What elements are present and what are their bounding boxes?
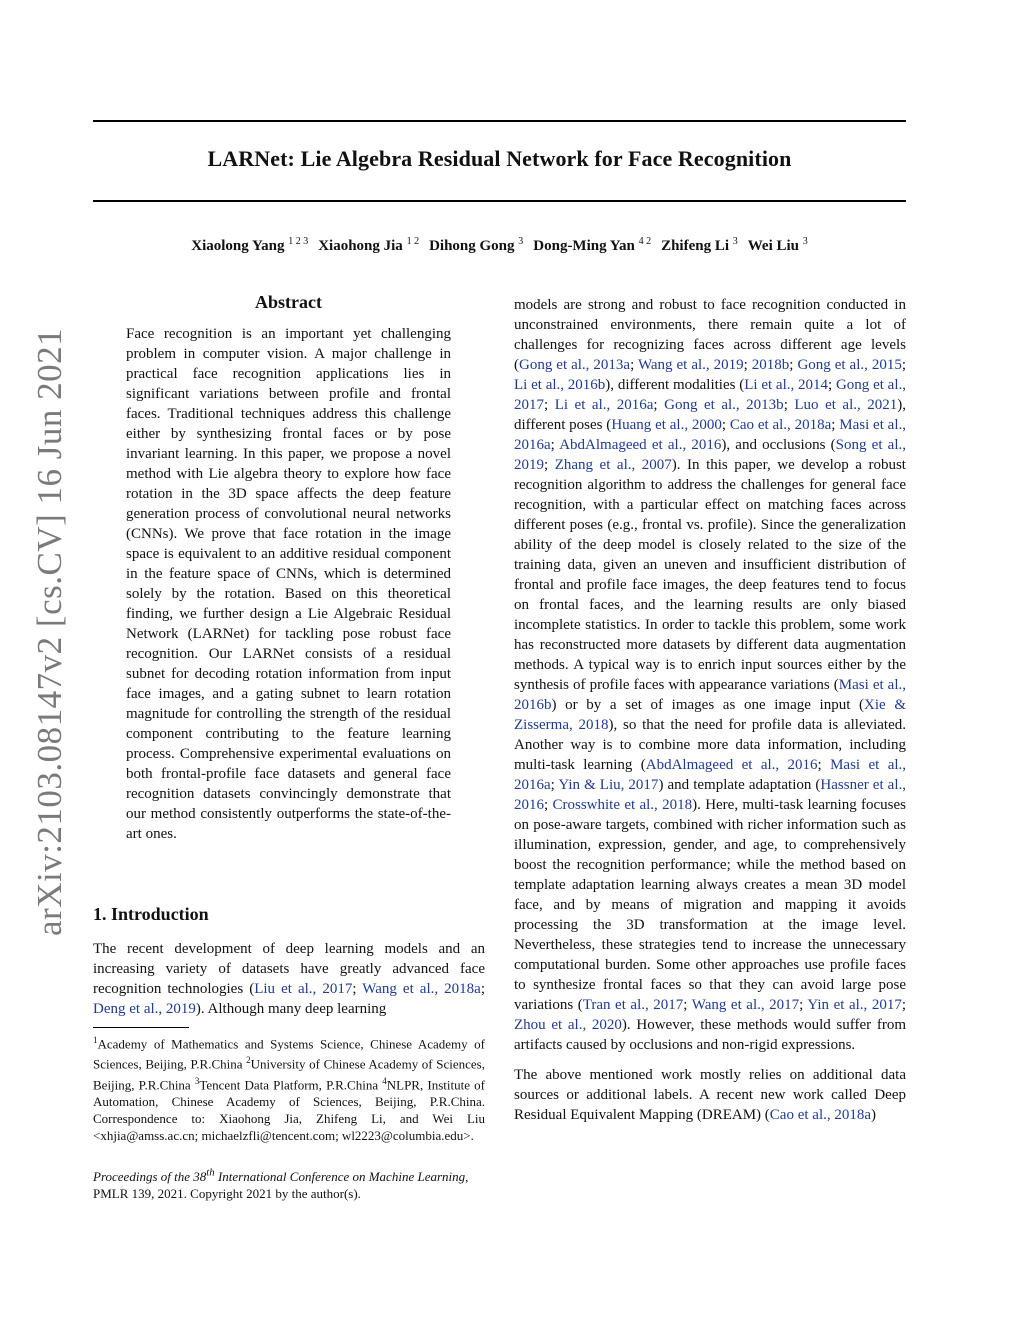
abstract-heading: Abstract bbox=[255, 292, 322, 312]
title-rule-top bbox=[93, 120, 906, 122]
citation-link[interactable]: Yin & Liu, 2017 bbox=[558, 777, 659, 793]
citation-link[interactable]: Huang et al., 2000 bbox=[611, 417, 722, 433]
author-name: Dihong Gong $^3$ bbox=[429, 236, 524, 254]
proceedings-note bbox=[93, 1165, 485, 1202]
body-paragraph: The above mentioned work mostly relies on additional data sources or additional labels. A recent new work called Deep Residual Equivalent Mapping (DREAM) (Cao et al., 2018a) bbox=[514, 1067, 906, 1123]
citation-link[interactable]: Li et al., 2016b bbox=[514, 377, 606, 393]
author-affiliation-marker: 1 2 bbox=[406, 236, 420, 247]
footnote-rule bbox=[93, 1027, 189, 1028]
author-name: Dong-Ming Yan $^{4 2}$ bbox=[533, 236, 652, 254]
footnote-marker: 3 bbox=[194, 1075, 200, 1086]
proceedings-text: Proceedings of the 38 bbox=[93, 1169, 207, 1185]
citation-link[interactable]: Crosswhite et al., 2018 bbox=[552, 797, 693, 813]
right-column-body bbox=[514, 295, 906, 1125]
citation-link[interactable]: Yin et al., 2017 bbox=[807, 997, 902, 1013]
citation-link[interactable]: Gong et al., 2017 bbox=[514, 377, 906, 413]
citation-link[interactable]: Tran et al., 2017 bbox=[582, 997, 684, 1013]
citation-link[interactable]: Wang et al., 2017 bbox=[691, 997, 800, 1013]
affiliation-footnote bbox=[93, 1032, 485, 1144]
citation-link[interactable]: 2018b bbox=[751, 357, 790, 373]
citation-link[interactable]: Liu et al., 2017 bbox=[254, 981, 353, 997]
citation-link[interactable]: Li et al., 2016a bbox=[554, 397, 654, 413]
introduction-heading: 1. Introduction bbox=[93, 904, 209, 924]
introduction-paragraph: The recent development of deep learning models and an increasing variety of datasets have greatly advanced face recognition technologies (Liu et al., 2017; Wang et al., 2018a; Deng et al., 2019). Although many deep learning bbox=[93, 941, 486, 1017]
title-rule-bottom bbox=[93, 200, 906, 202]
citation-link[interactable]: Zhang et al., 2007 bbox=[554, 457, 672, 473]
author-affiliation-marker: 3 bbox=[732, 236, 738, 247]
citation-link[interactable]: Masi et al., 2016b bbox=[514, 677, 906, 713]
author-affiliation-marker: 1 2 3 bbox=[288, 236, 309, 247]
author-name: Wei Liu $^3$ bbox=[747, 236, 808, 254]
citation-link[interactable]: Cao et al., 2018a bbox=[769, 1107, 872, 1123]
citation-link[interactable]: Gong et al., 2013b bbox=[664, 397, 784, 413]
citation-link[interactable]: Cao et al., 2018a bbox=[729, 417, 832, 433]
intro-text-run: ). Although many deep learning bbox=[195, 1001, 387, 1017]
author-affiliation-marker: 3 bbox=[518, 236, 524, 247]
citation-link[interactable]: Gong et al., 2015 bbox=[797, 357, 902, 373]
proceedings-copyright: , PMLR 139, 2021. Copyright 2021 by the author(s). bbox=[93, 1169, 469, 1202]
author-name: Zhifeng Li $^3$ bbox=[661, 236, 738, 254]
citation-link[interactable]: Luo et al., 2021 bbox=[794, 397, 898, 413]
author-name: Xiaolong Yang $^{1 2 3}$ bbox=[191, 236, 309, 254]
paper-title: LARNet: Lie Algebra Residual Network for Face Recognition bbox=[207, 146, 792, 171]
citation-link[interactable]: Gong et al., 2013a bbox=[519, 357, 631, 373]
footnote-marker: 1 bbox=[93, 1035, 98, 1045]
citation-link[interactable]: Deng et al., 2019 bbox=[93, 1001, 196, 1017]
proceedings-superscript: th bbox=[206, 1167, 215, 1179]
affiliation-text: NLPR, Institute of Automation, Chinese Academy of Sciences, Beijing, P.R.China. Correspondence to: Xiaohong Jia, Zhifeng Li, and Wei Liu <xhjia@amss.ac.cn; michaelzfli@tencent.com; wl2223@columbia.edu>. bbox=[93, 1076, 485, 1143]
citation-link[interactable]: AbdAlmageed et al., 2016 bbox=[645, 757, 818, 773]
affiliation-text: Tencent Data Platform, P.R.China bbox=[199, 1076, 383, 1092]
affiliation-text: University of Chinese Academy of Sciences, Beijing, P.R.China bbox=[93, 1056, 485, 1092]
author-name: Xiaohong Jia $^{1 2}$ bbox=[318, 236, 420, 254]
citation-link[interactable]: Wang et al., 2018a bbox=[362, 981, 481, 997]
abstract-text: Face recognition is an important yet challenging problem in computer vision. A major challenge in practical face recognition applications lies in significant variations between profile and frontal faces. Traditional techniques address this challenge either by synthesizing frontal faces or by pose invariant learning. In this paper, we propose a novel method with Lie algebra theory to explore how face rotation in the 3D space affects the deep feature generation process of convolutional neural networks (CNNs). We prove that face rotation in the image space is equivalent to an additive residual component in the feature space of CNNs, which is determined solely by the rotation. Based on this theoretical finding, we further design a Lie Algebraic Residual Network (LARNet) for tackling pose robust face recognition. Our LARNet consists of a residual subnet for decoding rotation information from input face images, and a gating subnet to learn rotation magnitude for controlling the strength of the residual component contributing to the feature learning process. Comprehensive experimental evaluations on both frontal-profile face datasets and general face recognition datasets convincingly demonstrate that our method consistently outperforms the state-of-the-art ones. bbox=[126, 326, 451, 842]
author-affiliation-marker: 3 bbox=[802, 236, 808, 247]
intro-text-run: The recent development of deep learning models and an increasing variety of datasets have greatly advanced face recognition technologies ( bbox=[93, 941, 485, 997]
affiliation-text: Academy of Mathematics and Systems Science, Chinese Academy of Sciences, Beijing, P.R.China bbox=[93, 1036, 485, 1072]
author-affiliation-marker: 4 2 bbox=[638, 236, 652, 247]
citation-link[interactable]: AbdAlmageed et al., 2016 bbox=[559, 437, 722, 453]
citation-link[interactable]: Xie & Zisserma, 2018 bbox=[514, 697, 907, 733]
footnote-marker: 2 bbox=[246, 1055, 251, 1066]
citation-link[interactable]: Li et al., 2014 bbox=[744, 377, 829, 393]
citation-link[interactable]: Masi et al., 2016a bbox=[514, 757, 907, 793]
arxiv-identifier: arXiv:2103.08147v2 [cs.CV] 16 Jun 2021 bbox=[30, 327, 69, 936]
footnote-marker: 4 bbox=[382, 1075, 387, 1086]
body-paragraph: models are strong and robust to face recognition conducted in unconstrained environments, there remain quite a lot of challenges for recognizing faces across different age levels (Gong et al., 2013a; Wang et al., 2019; 2018b; Gong et al., 2015; Li et al., 2016b), different modalities (Li et al., 2014; Gong et al., 2017; Li et al., 2016a; Gong et al., 2013b; Luo et al., 2021), different poses (Huang et al., 2000; Cao et al., 2018a; Masi et al., 2016a; AbdAlmageed et al., 2016), and occlusions (Song et al., 2019; Zhang et al., 2007). In this paper, we develop a robust recognition algorithm to address the challenges for general face recognition, with a particular effect on matching faces across different poses (e.g., frontal vs. profile). Since the generalization ability of the deep model is closely related to the size of the training data, given an uneven and insufficient distribution of frontal and profile face images, the deep features tend to focus on frontal faces, and the learning results are only biased incomplete statistics. In order to tackle this problem, some work has reconstructed more datasets by different data augmentation methods. A typical way is to enrich input sources either by the synthesis of profile faces with appearance variations (Masi et al., 2016b) or by a set of images as one image input (Xie & Zisserma, 2018), so that the need for profile data is alleviated. Another way is to combine more data information, including multi-task learning (AbdAlmageed et al., 2016; Masi et al., 2016a; Yin & Liu, 2017) and template adaptation (Hassner et al., 2016; Crosswhite et al., 2018). Here, multi-task learning focuses on pose-aware targets, combined with richer information such as illumination, expression, gender, and age, to comprehensively boost the recognition performance; while the method based on template adaptation learning always creates a mean 3D model face, and by means of migration and mapping it avoids processing the 3D transformation at the image level. Nevertheless, these strategies tend to increase the unnecessary computational burden. Some other approaches use profile faces to synthesize frontal faces so that they can avoid large pose variations (Tran et al., 2017; Wang et al., 2017; Yin et al., 2017; Zhou et al., 2020). However, these methods would suffer from artifacts caused by occlusions and non-rigid expressions. bbox=[514, 297, 907, 1053]
proceedings-text: International Conference on Machine Learning bbox=[214, 1169, 466, 1185]
citation-link[interactable]: Wang et al., 2019 bbox=[637, 357, 744, 373]
citation-link[interactable]: Masi et al., 2016a bbox=[514, 417, 906, 453]
author-list bbox=[93, 236, 906, 255]
citation-link[interactable]: Zhou et al., 2020 bbox=[514, 1017, 622, 1033]
citation-link[interactable]: Hassner et al., 2016 bbox=[514, 777, 906, 813]
citation-link[interactable]: Song et al., 2019 bbox=[514, 437, 906, 473]
